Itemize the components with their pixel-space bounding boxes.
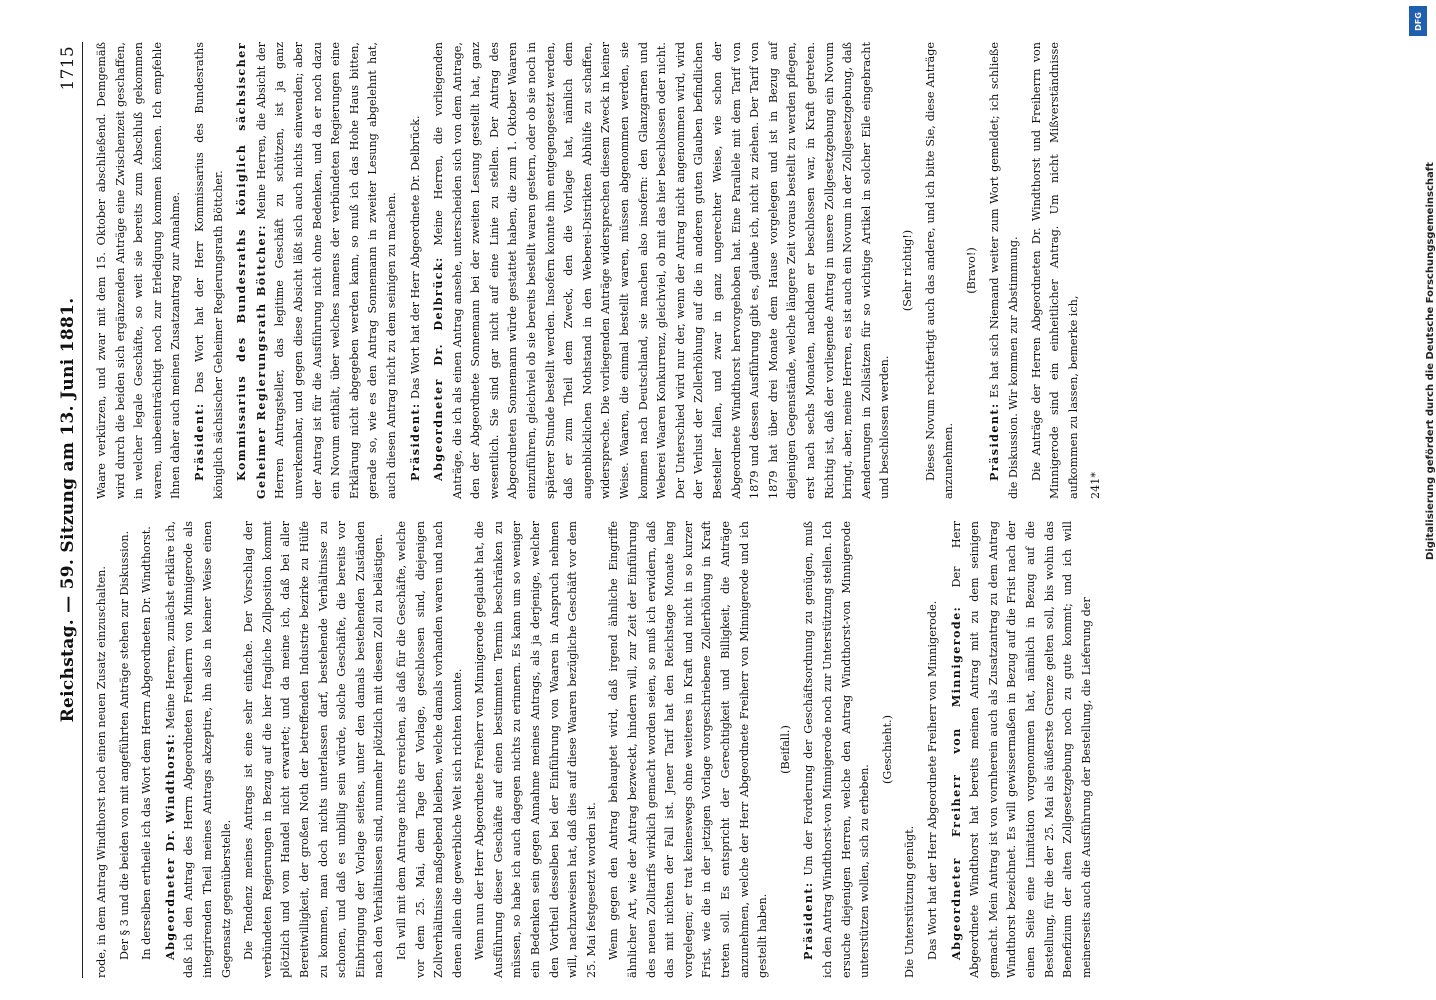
speech-text: Das Wort hat der Herr Abgeordnete Dr. Delbrück.	[408, 115, 422, 399]
paragraph: In derselben ertheile ich das Wort dem Herrn Abgeordneten Dr. Windthorst.	[140, 526, 154, 960]
page-number: 1715	[58, 46, 78, 91]
dfg-logo	[1409, 6, 1427, 36]
paragraph: Ich will mit dem Antrage nichts erreichen, als daß für die Geschäfte, welche vor dem 25. Mai, dem Tage der Vorlage, geschlossen sind, diejenigen Zollverhältnisse maßgebend bleiben, welche damals vorhanden waren und nach denen allein die gewerbliche Welt sich richten konnte.	[394, 521, 464, 978]
page-header	[56, 42, 83, 978]
speaker-name: Abgeordneter Dr. Delbrück:	[431, 256, 446, 481]
speaker-name: Präsident:	[987, 402, 1002, 481]
right-column	[93, 42, 1323, 499]
paragraph: Die Unterstützung genügt.	[903, 825, 917, 978]
paragraph: Der § 3 und die beiden von mit angeführten Anträge stehen zur Diskussion.	[117, 530, 131, 960]
speech-text: Meine Herren, die vorliegenden Anträge, die ich als einen Antrag ansehe, unterscheiden sich von dem Antrage, den der Abgeordnete Sonnemann bei der zweiten Lesung gestellt hat, ganz wesentlich. Sie sind gar nicht auf eine Linie zu stellen. Der Antrag des Abgeordneten Sonnemann würde gestattet haben, die zum 1. Oktober Waaren einzuführen, gleichviel ob sie bereits bestellt waren gestern, oder ob sie noch in späterer Stunde bestellt werden. Insofern konnte ihm entgegengesetzt werden, daß er zum Theil dem Zweck, den die Vorlage hat, nämlich dem augenblicklichen Nothstand in den Weberei-Distrikten Abhülfe zu schaffen, widerspreche. Die vorliegenden Anträge widersprechen diesem Zweck in keiner Weise. Waaren, die einmal bestellt waren, müssen abgenommen werden, sie kommen nach Deutschland, sie machen also insofern: den Glanzgarnen und Weberei Waaren Konkurrenz, gleichviel, ob mit das hier beschlossen oder nicht. Der Unterschied wird nur der, wenn der Antrag nicht angenommen wird, wird der Verlust der Zollerhöhung auf die in anderen guten Glauben befindlichen Besteller fallen, und zwar in ganz ungerechter Weise, wie schon der Abgeordnete Windthorst hervorgehoben hat. Eine Parallele mit dem Tarif von 1879 und dessen Ausführung gibt es, glaube ich, nicht zu ziehen. Der Tarif von 1879 hat über drei Monate dem Hause vorgelegen und ist in Bezug auf diejenigen Gegenstände, welche längere Zeit voraus bestellt zu werden pflegen, erst nach sechs Monaten, nachdem er beschlossen war, in Kraft getreten. Richtig ist, daß der vorliegende Antrag in unsere Zollgesetzgebung ein Novum bringt, aber, meine Herren, es ist auch ein Novum in der Zollgesetzgebung, daß Aenderungen in Zollsätzen für so wichtige Artikel in solcher Eile eingebracht und beschlossen werden.	[432, 41, 892, 499]
paragraph: 241*	[1089, 472, 1103, 499]
text-columns	[93, 42, 1323, 978]
speech-paragraph	[947, 521, 1097, 978]
paragraph: Die Anträge der Herren Abgeordneten Dr. Windthorst und Freiherrn von Minnigerode sind ein einheitlicher Antrag. Um nicht Mißverständnisse aufkommen zu lassen, bemerke ich,	[1029, 42, 1080, 499]
paragraph: Das Wort hat der Herr Abgeordnete Freiherr von Minnigerode.	[925, 600, 939, 960]
speech-paragraph	[429, 42, 895, 499]
speaker-name: Präsident:	[191, 402, 206, 481]
interjection: (Bravo!)	[964, 247, 978, 294]
speech-paragraph	[799, 521, 874, 978]
speech-text: Es hat sich Niemand weiter zum Wort gemeldet; ich schließe die Diskussion. Wir kommen zur Abstimmung.	[988, 42, 1020, 499]
speech-text: Meine Herren, zunächst erkläre ich, daß ich den Antrag des Herrn Abgeordneten Freiherrn von Minnigerode als integrirenden Theil meines Antrags akzeptire, ihn also in keiner Weise einen Gegensatz gegenüberstelle.	[163, 520, 233, 978]
paragraph: Die Tendenz meines Antrags ist eine sehr einfache. Der Vorschlag der verbündeten Regierungen in Bezug auf die hier fragliche Zollposition kommt plötzlich und vom Handel nicht erwartet; und da meine ich, daß bei aller Bereitwilligkeit, der großen Noth der betreffenden Industrie bezirke zu Hülfe zu kommen, man doch nichts unterlassen darf, bestehende Verhältnisse zu schonen, und daß es unbillig sein würde, solche Geschäfte, die bereits vor Einbringung der Vorlage seitens, unter den damals bestehenden Zuständen nach den Verhältnissen sind, nunmehr plötzlich mit diesem Zoll zu belästigen.	[242, 521, 386, 978]
speaker-name: Präsident:	[801, 881, 816, 960]
paragraph: Wenn nun der Herr Abgeordnete Freiherr von Minnigerode geglaubt hat, die Ausführung dieser Geschäfte auf einen bestimmten Termin beschränken zu müssen, so habe ich auch dagegen nichts zu erinnern. Es kann um so weniger ein Bedenken sein gegen Annahme meines Antrags, als ja derjenige, welcher den Vortheil desselben bei der Einführung von Waaren in Anspruch nehmen will, nachzuweisen hat, daß dies auf diese Waaren bezügliche Geschäft vor dem 25. Mai festgesetzt worden ist.	[473, 521, 598, 978]
speaker-name: Kommissarius des Bundesraths königlich sächsischer Geheimer Regierungsrath Böttcher:	[234, 42, 268, 499]
page-title: Reichstag. — 59. Sitzung am 13. Juni 1881.	[58, 297, 78, 723]
speaker-name: Präsident:	[407, 402, 422, 481]
speech-text: Meine Herren, die Absicht der Herren Antragsteller, das legitime Geschäft zu schützen, ist ja ganz unverkennbar, und gegen diese Absicht läßt sich auch nichts einwenden; aber der Antrag ist für die Ausführung nicht ohne Bedenken, und da er noch dazu ein Novum enthält, über welches namens der verbündeten Regierungen eine Erklärung nicht abgegeben werden kann, so muß ich das Hohe Haus bitten, gerade so, wie es den Antrag Sonnemann in zweiter Lesung abgelehnt hat, auch diesen Antrag nicht zu dem seinigen zu machen.	[254, 42, 398, 499]
interjection: (Geschieht.)	[880, 715, 894, 784]
paragraph: Wenn gegen den Antrag behauptet wird, daß irgend ähnliche Eingriffe ähnlicher Art, wie der Antrag bezweckt, hindern will, zur Zeit der Einführung des neuen Zolltarifs wirklich gemacht worden seien, so muß ich erwidern, daß das mit nichten der Fall ist. Jener Tarif hat den Reichstage Monate lang vorgelegen; er trat keineswegs ohne weiteres in Kraft und nicht in so kurzer Frist, wie die in der jetzigen Vorlage vorgeschriebene Zollerhöhung in Kraft treten soll. Es entspricht der Gerechtigkeit und Billigkeit, die Anträge anzunehmen, welche der Herr Abgeordnete Freiherr von Minnigerode und ich gestellt haben.	[607, 521, 770, 978]
speech-paragraph	[406, 42, 426, 499]
speech-paragraph	[161, 521, 236, 978]
speaker-name: Abgeordneter Dr. Windthorst:	[162, 732, 177, 960]
interjection: (Beifall.)	[778, 725, 792, 774]
left-column	[93, 521, 1323, 978]
speaker-name: Abgeordneter Freiherr von Minnigerode:	[948, 605, 963, 960]
speech-text: Der Herr Abgeordnete Windthorst hat bereits meinen Antrag mit zu dem seinigen gemacht. Mein Antrag ist von vornherein auch als Zusatzantrag zu dem Antrag Windthorst bezeichnet. Es will gewissermaßen in Bezug auf die Frist nach der einen Seite eine Limitation vorgenommen hat, nämlich in Bezug auf die Bestellung, für die der 25. Mai als äußerste Grenze gelten soll, bis wohin das Benefizium der alten Zollgesetzgebung noch zu gute kommt; und ich will meinerseits auch die Ausführung der Bestellung, die Lieferung der	[949, 521, 1093, 978]
credit-text: Digitalisierung gefördert durch die Deutsche Forschungsgemeinschaft	[1425, 162, 1436, 560]
speech-paragraph	[232, 42, 401, 499]
digitization-credit	[1404, 0, 1436, 1000]
speech-text: Um der Forderung der Geschäftsordnung zu genügen, muß ich den Antrag Windthorst-von Minnigerode noch zur Unterstützung stellen. Ich ersuche diejenigen Herren, welche den Antrag Windthorst-von Minnigerode unterstützen wollen, sich zu erheben.	[802, 521, 872, 978]
paragraph: Dieses Novum rechtfertigt auch das andere, und ich bitte Sie, diese Anträge anzunehmen.	[923, 42, 956, 499]
paragraph: Waare verkürzen, und zwar mit dem 15. Oktober abschließend. Demgemäß wird durch die beiden sich ergänzenden Anträge eine Zwischenzeit geschaffen, in welcher legale Geschäfte, so weit sie bereits zum Abschluß gekommen waren, unbeeinträchtigt noch zur Erledigung kommen können. Ich empfehle Ihnen daher auch meinen Zusatzantrag zur Annahme.	[95, 42, 183, 499]
rotated-page	[26, 20, 1366, 1000]
dfg-logo-text: DFG	[1413, 11, 1423, 31]
paragraph: rode, in dem Antrag Windthorst noch einen neuen Zusatz einzuschalten.	[95, 566, 108, 978]
speech-text: Das Wort hat der Herr Kommissarius des Bundesraths königlich sächsischer Geheimer Regierungsrath Böttcher.	[192, 42, 225, 499]
speech-paragraph	[985, 42, 1023, 499]
interjection: (Sehr richtig!)	[900, 229, 914, 312]
speech-paragraph	[190, 42, 228, 499]
